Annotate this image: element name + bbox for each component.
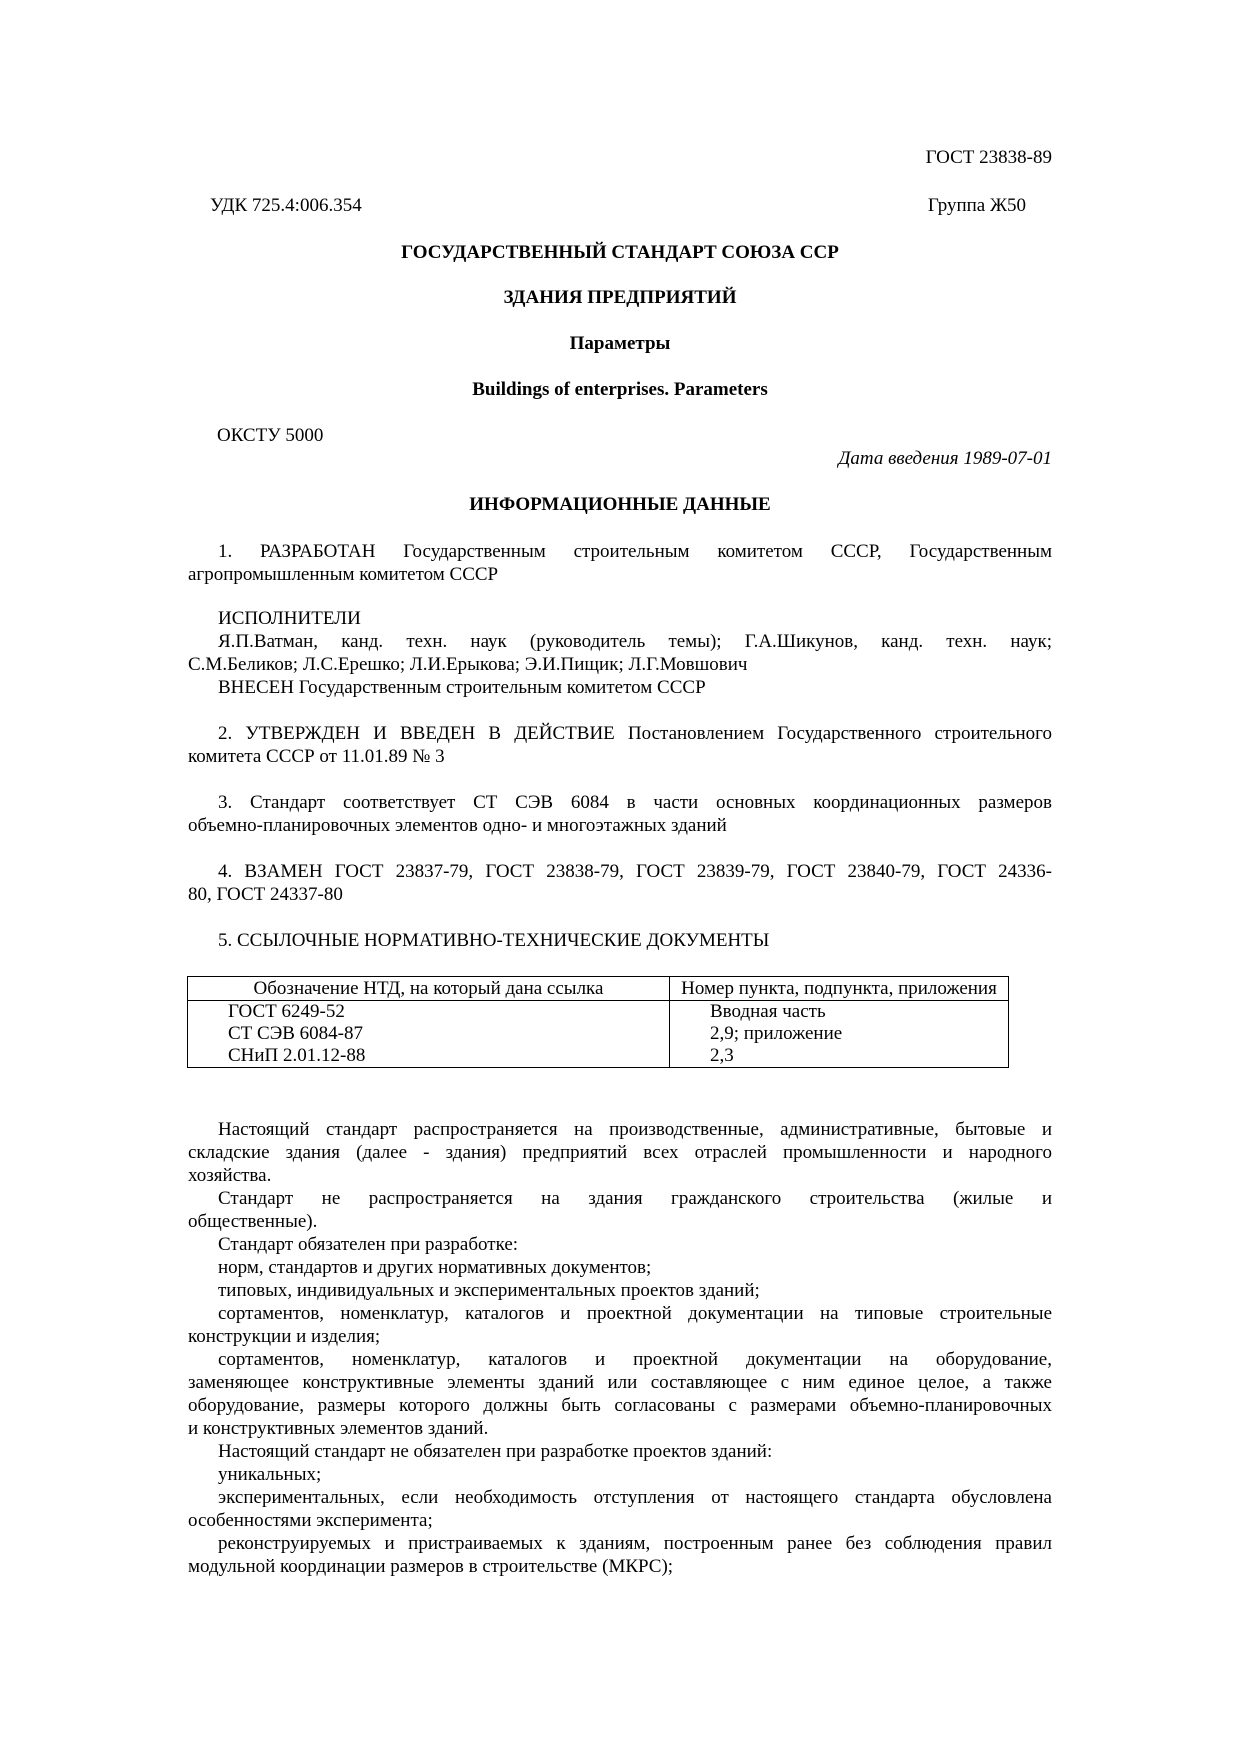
table-cell: Вводная часть — [670, 1001, 1009, 1024]
info-item-1 — [188, 540, 1052, 586]
info-item-2-line: 2. УТВЕРЖДЕН И ВВЕДЕН В ДЕЙСТВИЕ Постановлением Государственного строительного — [218, 723, 1052, 744]
reference-documents-table — [187, 976, 1009, 1068]
body-line: Настоящий стандарт не обязателен при разработке проектов зданий: — [218, 1441, 773, 1462]
body-line: особенностями эксперимента; — [188, 1510, 433, 1531]
okstu-code: ОКСТУ 5000 — [217, 425, 324, 446]
state-standard-title: ГОСУДАРСТВЕННЫЙ СТАНДАРТ СОЮЗА ССР — [401, 242, 839, 263]
body-line: заменяющее конструктивные элементы зданий или составляющее с ним единое целое, а также — [188, 1372, 1052, 1393]
table-cell: СТ СЭВ 6084-87 — [188, 1023, 670, 1045]
table-cell: 2,9; приложение — [670, 1023, 1009, 1045]
gost-number: ГОСТ 23838-89 — [925, 147, 1052, 168]
body-line: экспериментальных, если необходимость отступления от настоящего стандарта обусловлена — [218, 1487, 1052, 1508]
body-line: модульной координации размеров в строительстве (МКРС); — [188, 1556, 674, 1577]
document-main-title: ЗДАНИЯ ПРЕДПРИЯТИЙ — [503, 287, 737, 308]
info-item-3-line: 3. Стандарт соответствует СТ СЭВ 6084 в части основных координационных размеров — [218, 792, 1052, 813]
body-line: и конструктивных элементов зданий. — [188, 1418, 489, 1439]
info-item-5-line: 5. ССЫЛОЧНЫЕ НОРМАТИВНО-ТЕХНИЧЕСКИЕ ДОКУМЕНТЫ — [218, 930, 770, 951]
table-header-cell: Номер пункта, подпункта, приложения — [670, 977, 1009, 1001]
body-line: норм, стандартов и других нормативных документов; — [218, 1257, 652, 1278]
udk-code: УДК 725.4:006.354 — [210, 195, 362, 216]
table-cell: 2,3 — [670, 1045, 1009, 1068]
table-cell: СНиП 2.01.12-88 — [188, 1045, 670, 1068]
table-header-row — [188, 977, 1009, 1001]
info-item-4 — [188, 860, 1052, 906]
document-subtitle: Параметры — [569, 333, 671, 354]
info-item-1-line: агропромышленным комитетом СССР — [188, 564, 499, 585]
executors-line: Я.П.Ватман, канд. техн. наук (руководитель темы); Г.А.Шикунов, канд. техн. наук; — [218, 631, 1052, 652]
body-line: Настоящий стандарт распространяется на производственные, административные, бытовые и — [218, 1119, 1052, 1140]
info-item-2 — [188, 722, 1052, 768]
executors-line: С.М.Беликов; Л.С.Ерешко; Л.И.Ерыкова; Э.И.Пищик; Л.Г.Мовшович — [188, 654, 748, 675]
body-line: хозяйства. — [188, 1165, 272, 1186]
body-line: общественные). — [188, 1211, 318, 1232]
body-line: типовых, индивидуальных и экспериментальных проектов зданий; — [218, 1280, 760, 1301]
info-item-3 — [188, 791, 1052, 837]
table-row — [188, 1045, 1009, 1068]
body-text — [188, 1118, 1052, 1578]
english-title: Buildings of enterprises. Parameters — [472, 379, 768, 400]
body-line: реконструируемых и пристраиваемых к зданиям, построенным ранее без соблюдения правил — [218, 1533, 1052, 1554]
body-line: конструкции и изделия; — [188, 1326, 381, 1347]
body-line: оборудование, размеры которого должны быть согласованы с размерами объемно-планировочных — [188, 1395, 1052, 1416]
info-item-4-line: 4. ВЗАМЕН ГОСТ 23837-79, ГОСТ 23838-79, ГОСТ 23839-79, ГОСТ 23840-79, ГОСТ 24336- — [218, 861, 1052, 882]
body-line: складские здания (далее - здания) предприятий всех отраслей промышленности и народного — [188, 1142, 1052, 1163]
executors-block — [188, 607, 1052, 699]
body-line: сортаментов, номенклатур, каталогов и проектной документации на оборудование, — [218, 1349, 1052, 1370]
body-line: сортаментов, номенклатур, каталогов и проектной документации на типовые строительные — [218, 1303, 1052, 1324]
body-line: уникальных; — [218, 1464, 322, 1485]
executors-label: ИСПОЛНИТЕЛИ — [218, 608, 361, 629]
introduction-date: Дата введения 1989-07-01 — [838, 448, 1052, 469]
table-row — [188, 1001, 1009, 1024]
info-item-5 — [188, 929, 1052, 952]
body-line: Стандарт обязателен при разработке: — [218, 1234, 519, 1255]
table-cell: ГОСТ 6249-52 — [188, 1001, 670, 1024]
info-item-4-line: 80, ГОСТ 24337-80 — [188, 884, 343, 905]
group-code: Группа Ж50 — [927, 195, 1026, 216]
info-item-2-line: комитета СССР от 11.01.89 № 3 — [188, 746, 445, 767]
info-item-1-line: 1. РАЗРАБОТАН Государственным строительным комитетом СССР, Государственным — [218, 541, 1052, 562]
introduced-by: ВНЕСЕН Государственным строительным комитетом СССР — [218, 677, 706, 698]
info-item-3-line: объемно-планировочных элементов одно- и многоэтажных зданий — [188, 815, 727, 836]
info-heading: ИНФОРМАЦИОННЫЕ ДАННЫЕ — [469, 494, 771, 515]
table-header-cell: Обозначение НТД, на который дана ссылка — [188, 977, 670, 1001]
body-line: Стандарт не распространяется на здания гражданского строительства (жилые и — [218, 1188, 1052, 1209]
table-row — [188, 1023, 1009, 1045]
